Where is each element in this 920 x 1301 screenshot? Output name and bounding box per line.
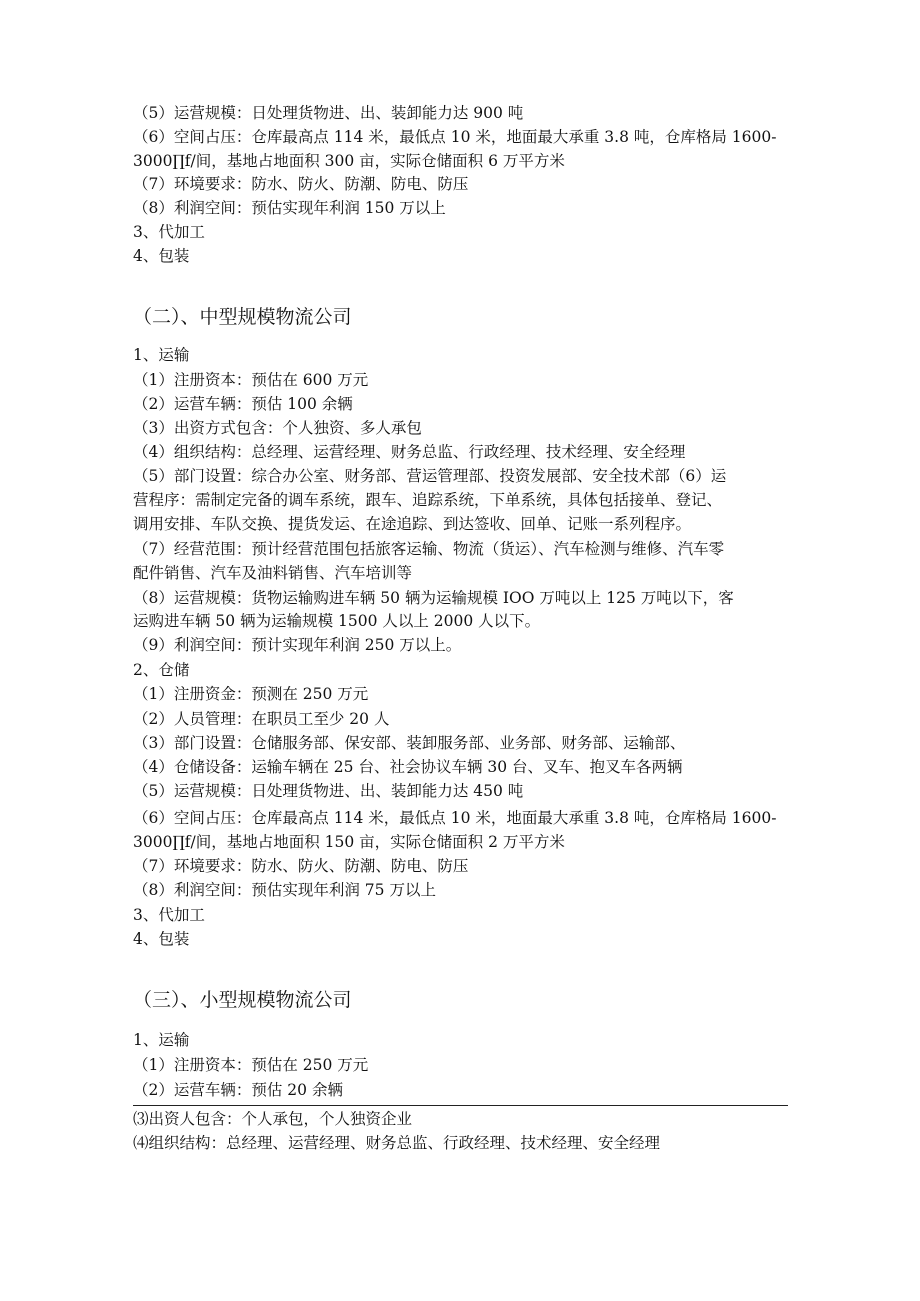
text-line: （7）环境要求：防水、防火、防潮、防电、防压 <box>133 857 469 875</box>
section-heading: （三）、小型规模物流公司 <box>133 989 352 1011</box>
text-line: （5）运营规模：日处理货物进、出、装卸能力达 450 吨 <box>133 782 524 800</box>
text-line: 调用安排、车队交换、提货发运、在途追踪、到达签收、回单、记账一系列程序。 <box>133 515 692 533</box>
text-line: （1）注册资金：预测在 250 万元 <box>133 685 369 703</box>
text-line: ⑷组织结构：总经理、运营经理、财务总监、行政经理、技术经理、安全经理 <box>133 1134 661 1152</box>
text-line: 配件销售、汽车及油料销售、汽车培训等 <box>133 564 413 582</box>
text-line: 3000∏f/间，基地占地面积 150 亩，实际仓储面积 2 万平方米 <box>133 833 565 851</box>
text-line: 2、仓储 <box>133 661 190 679</box>
text-line: （3）出资方式包含：个人独资、多人承包 <box>133 419 422 437</box>
text-line: 4、包装 <box>133 930 190 948</box>
text-line: 4、包装 <box>133 247 190 265</box>
text-line: （9）利润空间：预计实现年利润 250 万以上。 <box>133 636 462 654</box>
section-heading: （二）、中型规模物流公司 <box>133 306 352 328</box>
text-line: （8）利润空间：预估实现年利润 75 万以上 <box>133 881 436 899</box>
text-line: （5）部门设置：综合办公室、财务部、营运管理部、投资发展部、安全技术部（6）运 <box>133 467 727 485</box>
text-line: （5）运营规模：日处理货物进、出、装卸能力达 900 吨 <box>133 104 524 122</box>
text-line: （1）注册资本：预估在 250 万元 <box>133 1056 369 1074</box>
text-line: （1）注册资本：预估在 600 万元 <box>133 371 369 389</box>
text-line: 3、代加工 <box>133 223 205 241</box>
text-line: （2）运营车辆：预估 20 余辆 <box>133 1081 343 1099</box>
text-line: （2）人员管理：在职员工至少 20 人 <box>133 710 390 728</box>
text-line: （4）仓储设备：运输车辆在 25 台、社会协议车辆 30 台、叉车、抱叉车各两辆 <box>133 758 683 776</box>
text-line: （3）部门设置：仓储服务部、保安部、装卸服务部、业务部、财务部、运输部、 <box>133 734 686 752</box>
horizontal-divider <box>133 1105 788 1106</box>
text-line: 营程序：需制定完备的调车系统，跟车、追踪系统，下单系统，具体包括接单、登记、 <box>133 491 723 509</box>
text-line: 3、代加工 <box>133 906 205 924</box>
text-line: ⑶出资人包含：个人承包，个人独资企业 <box>133 1110 413 1128</box>
text-line: （8）运营规模：货物运输购进车辆 50 辆为运输规模 IOO 万吨以上 125 万吨以下，客 <box>133 589 734 607</box>
text-line: （6）空间占压：仓库最高点 114 米，最低点 10 米，地面最大承重 3.8 吨，仓库格局 1600- <box>133 128 777 146</box>
text-line: （8）利润空间：预估实现年利润 150 万以上 <box>133 199 446 217</box>
text-line: （7）环境要求：防水、防火、防潮、防电、防压 <box>133 175 469 193</box>
text-line: （7）经营范围：预计经营范围包括旅客运输、物流（货运）、汽车检测与维修、汽车零 <box>133 540 725 558</box>
text-line: （2）运营车辆：预估 100 余辆 <box>133 395 353 413</box>
text-line: 1、运输 <box>133 346 190 364</box>
text-line: 3000∏f/间，基地占地面积 300 亩，实际仓储面积 6 万平方米 <box>133 152 565 170</box>
text-line: 运购进车辆 50 辆为运输规模 1500 人以上 2000 人以下。 <box>133 612 541 630</box>
text-line: （6）空间占压：仓库最高点 114 米，最低点 10 米，地面最大承重 3.8 吨，仓库格局 1600- <box>133 809 777 827</box>
text-line: 1、运输 <box>133 1031 190 1049</box>
text-line: （4）组织结构：总经理、运营经理、财务总监、行政经理、技术经理、安全经理 <box>133 443 686 461</box>
